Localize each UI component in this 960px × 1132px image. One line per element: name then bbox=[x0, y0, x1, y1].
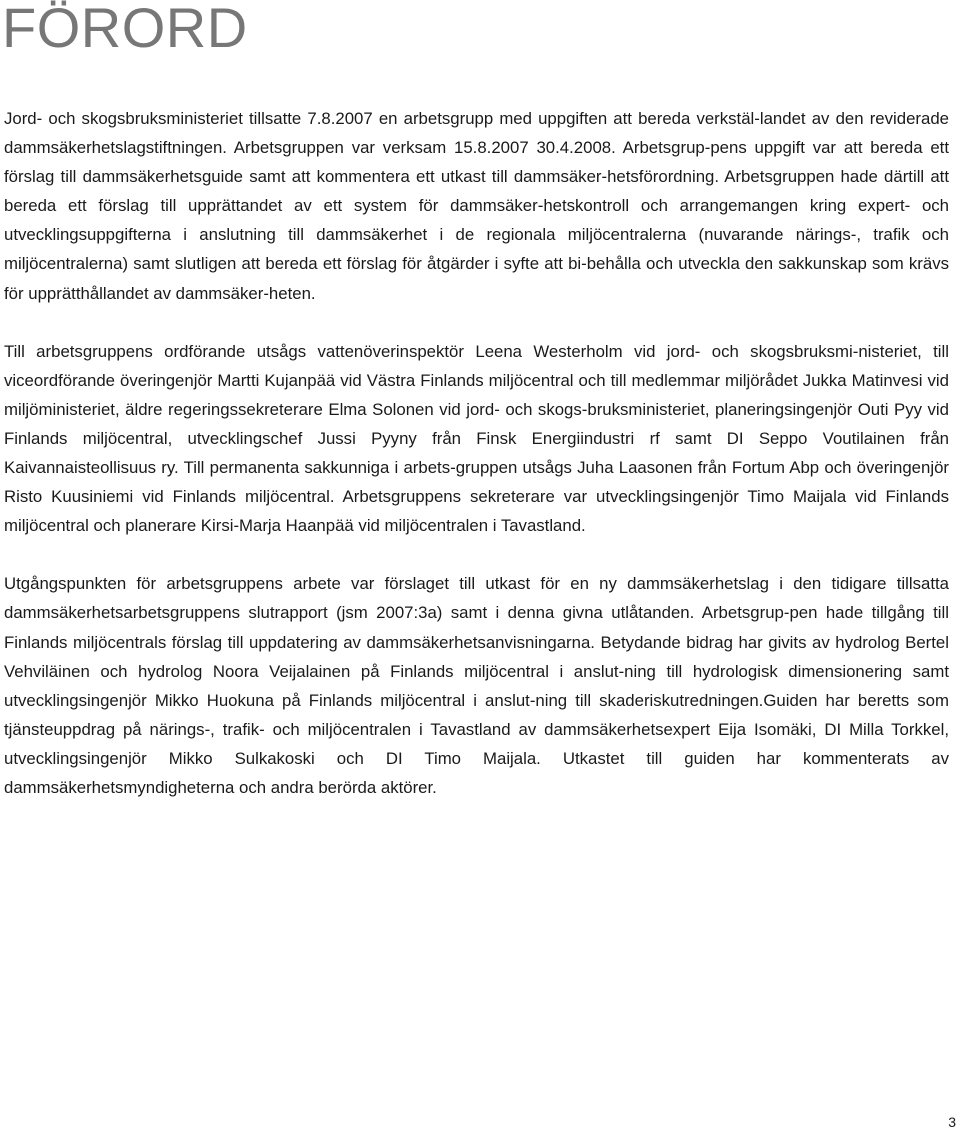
paragraph-basis: Utgångspunkten för arbetsgruppens arbete var förslaget till utkast för en ny dammsäkerhetslag i den tidigare tillsatta dammsäkerhetsarbetsgruppens slutrapport (jsm 2007:3a) samt i denna givna utlåtanden. Arbetsgrup-pen hade tillgång till Finlands miljöcentrals förslag till uppdatering av dammsäkerhetsanvisningarna. Betydande bidrag har givits av hydrolog Bertel Vehviläinen och hydrolog Noora Veijalainen på Finlands miljöcentral i anslut-ning till hydrologisk dimensionering samt utvecklingsingenjör Mikko Huokuna på Finlands miljöcentral i anslut-ning till skaderiskutredningen.Guiden har beretts som tjänsteuppdrag på närings-, trafik- och miljöcentralen i Tavastland av dammsäkerhetsexpert Eija Isomäki, DI Milla Torkkel, utvecklingsingenjör Mikko Sulkakoski och DI Timo Maijala. Utkastet till guiden har kommenterats av dammsäkerhetsmyndigheterna och andra berörda aktörer. bbox=[4, 574, 949, 797]
paragraph-members: Till arbetsgruppens ordförande utsågs vattenöverinspektör Leena Westerholm vid jord- och skogsbruksmi-nisteriet, till viceordförande överingenjör Martti Kujanpää vid Västra Finlands miljöcentral och till medlemmar miljörådet Jukka Matinvesi vid miljöministeriet, äldre regeringssekreterare Elma Solonen vid jord- och skogs-bruksministeriet, planeringsingenjör Outi Pyy vid Finlands miljöcentral, utvecklingschef Jussi Pyyny från Finsk Energiindustri rf samt DI Seppo Voutilainen från Kaivannaisteollisuus ry. Till permanenta sakkunniga i arbets-gruppen utsågs Juha Laasonen från Fortum Abp och överingenjör Risto Kuusiniemi vid Finlands miljöcentral. Arbetsgruppens sekreterare var utvecklingsingenjör Timo Maijala vid Finlands miljöcentral och planerare Kirsi-Marja Haanpää vid miljöcentralen i Tavastland. bbox=[4, 341, 949, 536]
body-text bbox=[4, 104, 949, 802]
paragraph-assignment: Jord- och skogsbruksministeriet tillsatte 7.8.2007 en arbetsgrupp med uppgiften att bereda verkstäl-landet av den reviderade dammsäkerhetslagstiftningen. Arbetsgruppen var verksam 15.8.2007 30.4.2008. Arbetsgrup-pens uppgift var att bereda ett förslag till dammsäkerhetsguide samt att kommentera ett utkast till dammsäker-hetsförordning. Arbetsgruppen hade därtill att bereda ett förslag till upprättandet av ett system för dammsäker-hetskontroll och arrangemangen kring expert- och utvecklingsuppgifterna i anslutning till dammsäkerhet i de regionala miljöcentralerna (nuvarande närings-, trafik och miljöcentralerna) samt slutligen att bereda ett förslag för åtgärder i syfte att bi-behålla och utveckla den sakkunskap som krävs för upprätthållandet av dammsäker-heten. bbox=[4, 109, 949, 303]
page-number: 3 bbox=[948, 1114, 956, 1130]
page-title: FÖRORD bbox=[2, 0, 248, 59]
